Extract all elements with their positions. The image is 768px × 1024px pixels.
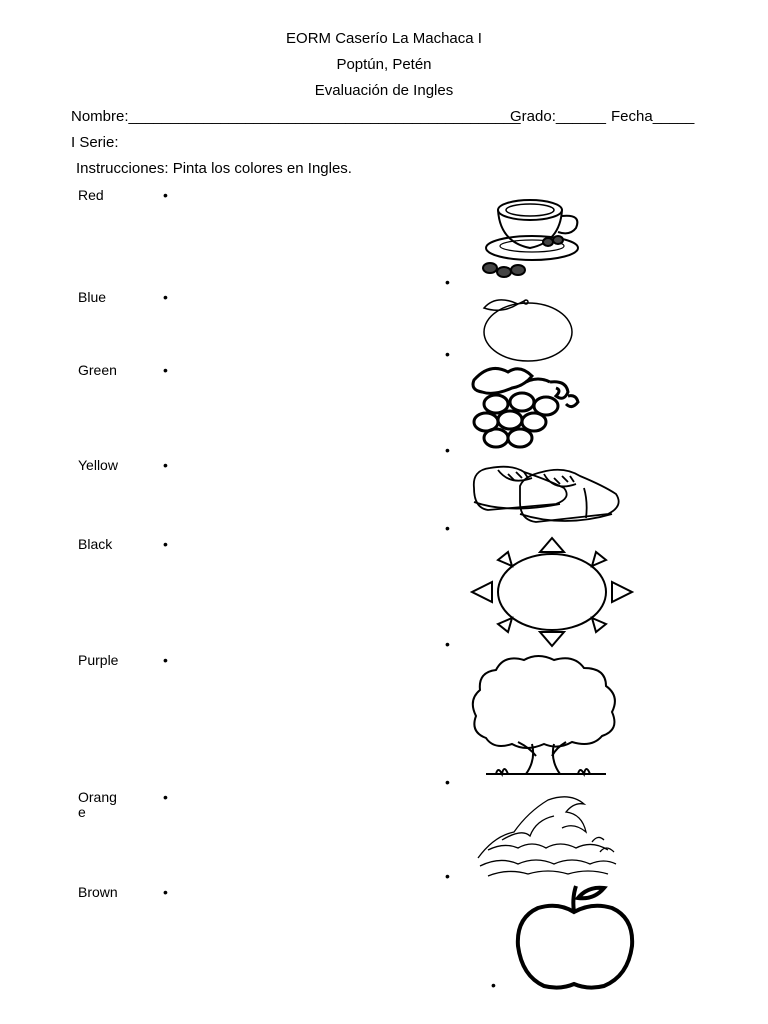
right-bullet: • <box>445 774 450 790</box>
right-bullet: • <box>491 977 496 993</box>
sun-icon <box>470 536 634 648</box>
left-bullet: • <box>163 536 168 552</box>
section-title: I Serie: <box>71 134 119 151</box>
right-bullet: • <box>445 274 450 290</box>
right-bullet: • <box>445 636 450 652</box>
left-bullet: • <box>163 652 168 668</box>
school-name: EORM Caserío La Machaca I <box>286 30 482 47</box>
instructions: Instrucciones: Pinta los colores en Ingles. <box>76 160 352 177</box>
color-word-purple: Purple <box>78 652 119 668</box>
fecha-field: Fecha_____ <box>611 108 695 125</box>
left-bullet: • <box>163 457 168 473</box>
left-bullet: • <box>163 289 168 305</box>
left-bullet: • <box>163 884 168 900</box>
color-word-black: Black <box>78 536 113 552</box>
right-bullet: • <box>445 346 450 362</box>
orange-fruit-icon <box>482 288 582 362</box>
wave-icon <box>474 792 620 878</box>
grado-field: Grado:______ <box>510 108 606 125</box>
nombre-field: Nombre:_______________________________________________ <box>71 108 521 125</box>
grapes-icon <box>468 362 586 454</box>
exam-title: Evaluación de Ingles <box>314 82 454 99</box>
tree-icon <box>466 652 622 786</box>
color-word-red: Red <box>78 187 104 203</box>
left-bullet: • <box>163 362 168 378</box>
color-word-brown: Brown <box>78 884 118 900</box>
color-word-green: Green <box>78 362 117 378</box>
shoes-icon <box>468 458 626 532</box>
left-bullet: • <box>163 187 168 203</box>
right-bullet: • <box>445 442 450 458</box>
school-location: Poptún, Petén <box>336 56 432 73</box>
color-word-yellow: Yellow <box>78 457 118 473</box>
right-bullet: • <box>445 868 450 884</box>
color-word-orange: Orange <box>78 789 117 820</box>
right-bullet: • <box>445 520 450 536</box>
left-bullet: • <box>163 789 168 805</box>
coffee-cup-icon <box>470 190 590 282</box>
apple-icon <box>514 884 636 992</box>
color-word-blue: Blue <box>78 289 107 305</box>
